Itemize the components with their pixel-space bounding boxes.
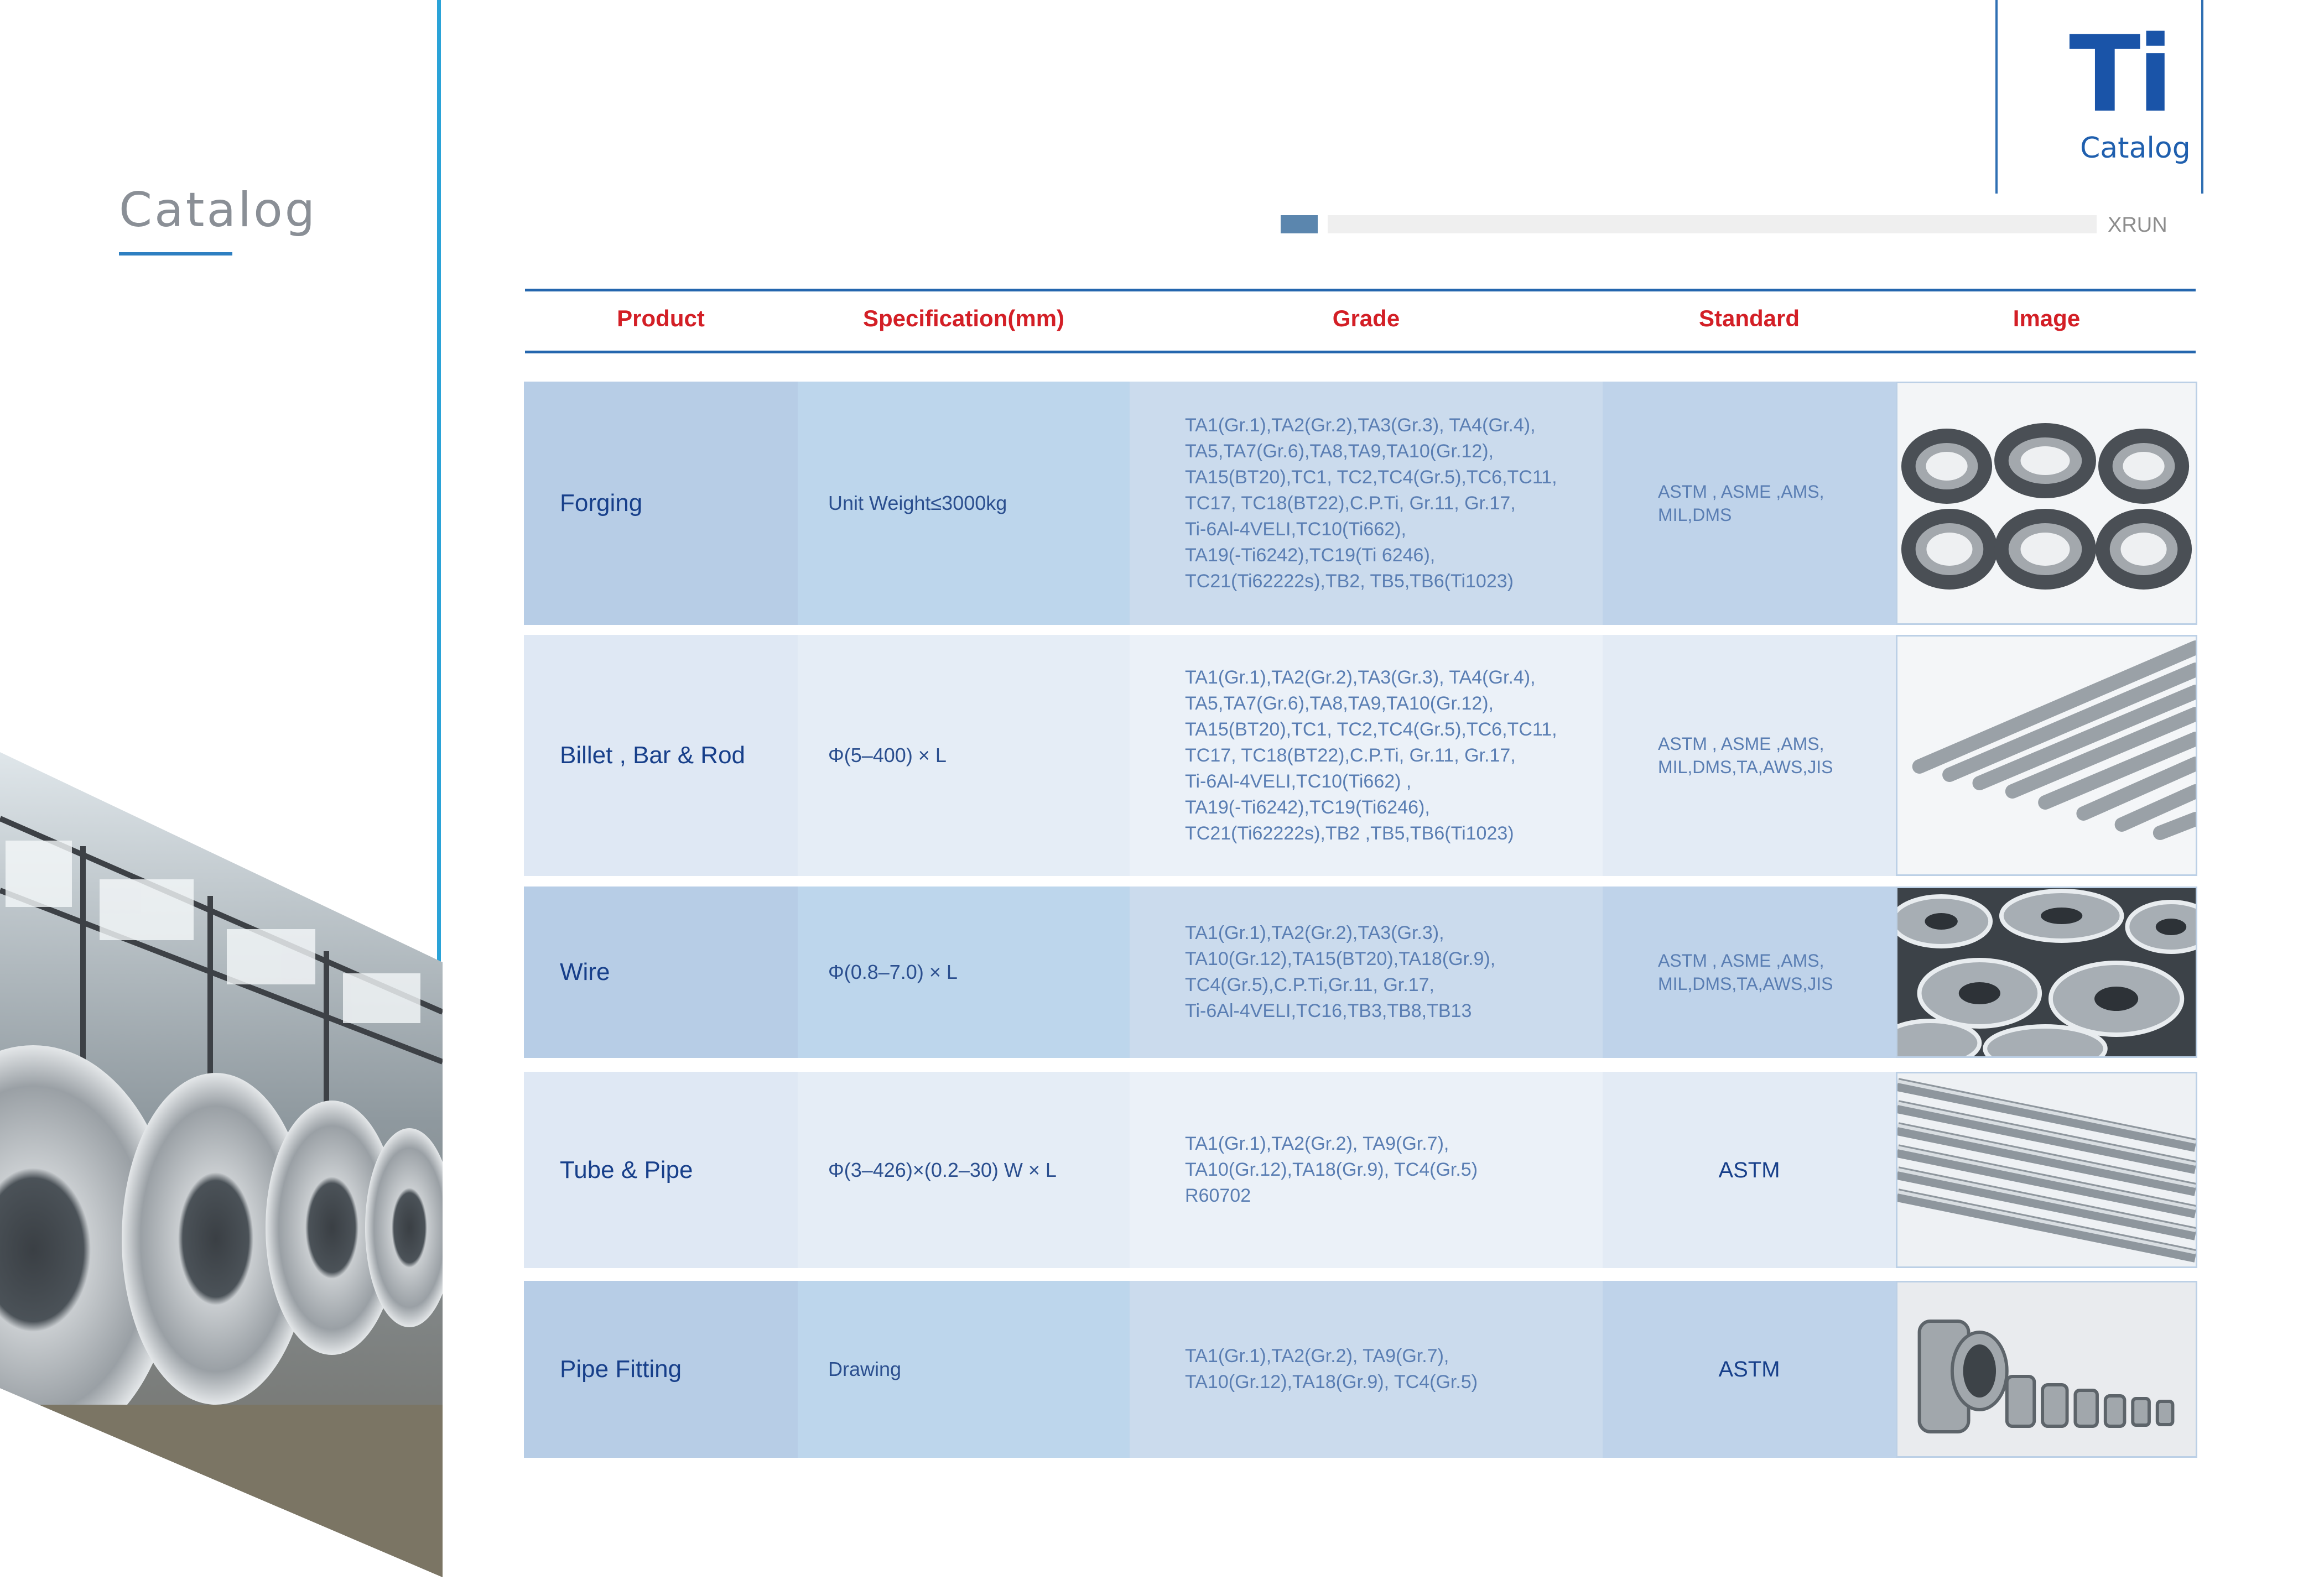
product-spec: Unit Weight≤3000kg — [798, 382, 1130, 625]
product-standard: ASTM , ASME ,AMS, MIL,DMS — [1603, 382, 1896, 625]
table-header-bottom-rule — [525, 351, 2196, 353]
header-image: Image — [2013, 305, 2081, 331]
table-header-top-rule — [525, 289, 2196, 291]
titanium-bars-icon — [1896, 635, 2197, 876]
sidebar-title-underline — [119, 252, 232, 255]
product-standard: ASTM — [1603, 1072, 1896, 1268]
tubes-icon — [1896, 1072, 2197, 1268]
product-name: Tube & Pipe — [524, 1072, 798, 1268]
product-grade: TA1(Gr.1),TA2(Gr.2),TA3(Gr.3), TA4(Gr.4), TA5,TA7(Gr.6),TA8,TA9,TA10(Gr.12), TA15(BT20),TC1, TC2,TC4(Gr.5),TC6,TC11, TC17, TC18(BT22),C.P.Ti, Gr.11, Gr.17, Ti-6Al-4VELI,TC10(Ti662), TA19(-Ti6242),TC19(Ti 6246), TC21(Ti62222s),TB2, TB5,TB6(Ti1023) — [1130, 382, 1603, 625]
product-spec: Φ(3–426)×(0.2–30) W × L — [798, 1072, 1130, 1268]
product-spec: Drawing — [798, 1281, 1130, 1458]
table-row-billet-bar-rod — [524, 635, 2197, 876]
product-spec: Φ(0.8–7.0) × L — [798, 887, 1130, 1058]
product-standard: ASTM , ASME ,AMS, MIL,DMS,TA,AWS,JIS — [1603, 635, 1896, 876]
progress-label: XRUN — [2108, 213, 2167, 237]
header-grade: Grade — [1332, 305, 1400, 331]
product-spec: Φ(5–400) × L — [798, 635, 1130, 876]
product-name: Forging — [524, 382, 798, 625]
product-grade: TA1(Gr.1),TA2(Gr.2),TA3(Gr.3), TA4(Gr.4), TA5,TA7(Gr.6),TA8,TA9,TA10(Gr.12), TA15(BT20),TC1, TC2,TC4(Gr.5),TC6,TC11, TC17, TC18(BT22),C.P.Ti, Gr.11, Gr.17, Ti-6Al-4VELI,TC10(Ti662) , TA19(-Ti6242),TC19(Ti6246), TC21(Ti62222s),TB2 ,TB5,TB6(Ti1023) — [1130, 635, 1603, 876]
logo-subtitle: Catalog — [2080, 132, 2191, 165]
table-row-tube-pipe — [524, 1072, 2197, 1268]
product-name: Pipe Fitting — [524, 1281, 798, 1458]
table-row-forging — [524, 382, 2197, 625]
product-standard: ASTM , ASME ,AMS, MIL,DMS,TA,AWS,JIS — [1603, 887, 1896, 1058]
table-row-pipe-fitting — [524, 1281, 2197, 1458]
header-standard: Standard — [1698, 305, 1800, 331]
factory-coils-photo — [0, 752, 443, 1577]
header-specification: Specification(mm) — [862, 305, 1065, 331]
titanium-rings-icon — [1896, 382, 2197, 625]
header-product: Product — [617, 305, 705, 331]
progress-track — [1328, 215, 2097, 233]
product-name: Wire — [524, 887, 798, 1058]
product-grade: TA1(Gr.1),TA2(Gr.2),TA3(Gr.3), TA10(Gr.12),TA15(BT20),TA18(Gr.9), TC4(Gr.5),C.P.Ti,Gr.11, Gr.17, Ti-6Al-4VELI,TC16,TB3,TB8,TB13 — [1130, 887, 1603, 1058]
sidebar-divider — [437, 0, 441, 962]
progress-marker — [1281, 215, 1318, 233]
table-row-wire — [524, 887, 2197, 1058]
logo-symbol: Ti — [2069, 13, 2170, 135]
product-grade: TA1(Gr.1),TA2(Gr.2), TA9(Gr.7), TA10(Gr.12),TA18(Gr.9), TC4(Gr.5) — [1130, 1281, 1603, 1458]
product-name: Billet , Bar & Rod — [524, 635, 798, 876]
wire-spools-icon — [1896, 887, 2197, 1058]
sidebar-title: Catalog — [119, 182, 318, 238]
product-grade: TA1(Gr.1),TA2(Gr.2), TA9(Gr.7), TA10(Gr.12),TA18(Gr.9), TC4(Gr.5) R60702 — [1130, 1072, 1603, 1268]
pipe-fittings-icon — [1896, 1281, 2197, 1458]
product-standard: ASTM — [1603, 1281, 1896, 1458]
